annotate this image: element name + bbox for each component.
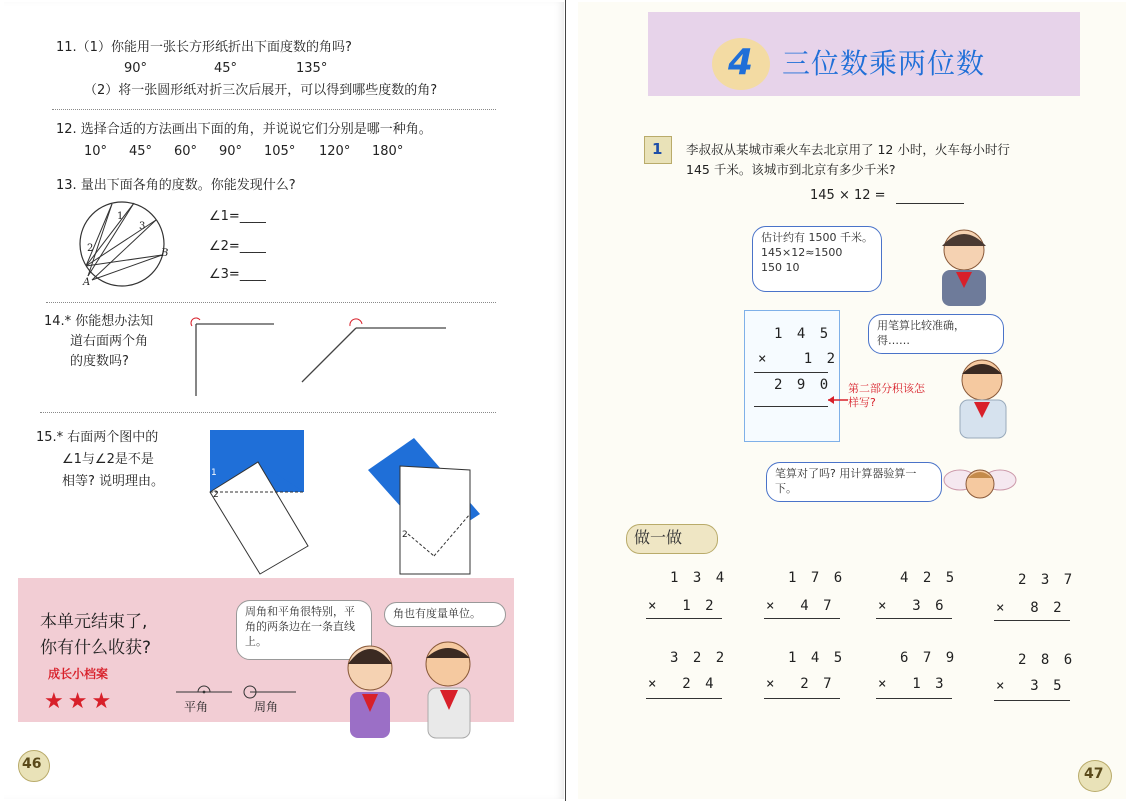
q13-text: 13. 量出下面各角的度数。你能发现什么? xyxy=(56,178,296,193)
divider xyxy=(40,412,496,413)
practice-8-top: 2 8 6 xyxy=(1018,652,1076,668)
q11-angle-90: 90° xyxy=(124,61,148,76)
unit-title: 三位数乘两位数 xyxy=(782,47,986,80)
label-b: B xyxy=(161,248,169,259)
stars: ★★★ xyxy=(44,689,116,714)
label-a: A xyxy=(83,277,91,288)
angle3-answer[interactable]: ∠3=____ xyxy=(209,267,266,282)
fig1-label-1: 1 xyxy=(211,468,217,478)
calc-rule1 xyxy=(754,372,828,373)
straight-angle-label: 平角 xyxy=(184,700,209,714)
page-number: 46 xyxy=(22,756,42,772)
q12-angle: 60° xyxy=(174,144,198,159)
divider xyxy=(46,302,496,303)
practice-7-bottom: × 1 3 xyxy=(878,676,947,692)
bubble-angle-unit: 角也有度量单位。 xyxy=(384,602,506,627)
bubble-calculator: 笔算对了吗? 用计算器验算一下。 xyxy=(766,462,942,502)
practice-7-rule xyxy=(876,698,952,699)
practice-1-rule xyxy=(646,618,722,619)
practice-8-rule xyxy=(994,700,1070,701)
left-page xyxy=(4,2,564,799)
two-angles-figure xyxy=(190,314,450,400)
practice-1-top: 1 3 4 xyxy=(670,570,728,586)
practice-1-bottom: × 1 2 xyxy=(648,598,717,614)
fig1-label-2: 2 xyxy=(213,490,219,500)
q11-part1: 11.（1）你能用一张长方形纸折出下面度数的角吗? xyxy=(56,40,352,55)
q12-angle: 120° xyxy=(319,144,351,159)
growth-archive: 成长小档案 xyxy=(48,667,109,681)
practice-4-top: 2 3 7 xyxy=(1018,572,1076,588)
q12-angle: 90° xyxy=(219,144,243,159)
practice-6-top: 1 4 5 xyxy=(788,650,846,666)
practice-4-rule xyxy=(994,620,1070,621)
q11-angle-135: 135° xyxy=(296,61,328,76)
example-line2: 145 千米。该城市到北京有多少千米? xyxy=(686,162,896,177)
unit-number: 4 xyxy=(728,42,754,83)
summary-title1: 本单元结束了, xyxy=(40,612,148,632)
arrow-icon xyxy=(826,394,850,408)
calc-row3: 2 9 0 xyxy=(774,377,832,393)
q15-line2: ∠1与∠2是不是 xyxy=(62,452,154,467)
q11-part2: （2）将一张圆形纸对折三次后展开，可以得到哪些度数的角? xyxy=(84,83,438,98)
practice-6-rule xyxy=(764,698,840,699)
angle2-answer[interactable]: ∠2=____ xyxy=(209,239,266,254)
practice-3-top: 4 2 5 xyxy=(900,570,958,586)
calc-row1: 1 4 5 xyxy=(774,326,832,342)
q14-line2: 道右面两个角 xyxy=(70,334,149,349)
folded-paper-figures xyxy=(208,426,498,576)
practice-5-top: 3 2 2 xyxy=(670,650,728,666)
q14-line1: 14.* 你能想办法知 xyxy=(44,314,154,329)
practice-8-bottom: × 3 5 xyxy=(996,678,1065,694)
q14-line3: 的度数吗? xyxy=(70,354,129,369)
q12-angle: 105° xyxy=(264,144,296,159)
label-2: 2 xyxy=(87,243,94,254)
angel-illustration xyxy=(938,452,1018,516)
q11-angle-45: 45° xyxy=(214,61,238,76)
example-badge: 1 xyxy=(652,140,663,158)
estimate-line3: 150 10 xyxy=(761,260,800,274)
q15-line3: 相等? 说明理由。 xyxy=(62,474,165,489)
example-line1: 李叔叔从某城市乘火车去北京用了 12 小时，火车每小时行 xyxy=(686,142,1010,157)
page-gutter xyxy=(565,0,566,801)
bubble-estimate xyxy=(752,226,882,292)
summary-title2: 你有什么收获? xyxy=(40,638,152,658)
bubble-written-calc: 用笔算比较准确，得…… xyxy=(868,314,1004,354)
q12-angle: 45° xyxy=(129,144,153,159)
bubble-straight-angle: 周角和平角很特别，平角的两条边在一条直线上。 xyxy=(236,600,372,660)
practice-2-rule xyxy=(764,618,840,619)
practice-2-bottom: × 4 7 xyxy=(766,598,835,614)
estimate-line1: 估计约有 1500 千米。 xyxy=(761,231,873,244)
practice-7-top: 6 7 9 xyxy=(900,650,958,666)
practice-2-top: 1 7 6 xyxy=(788,570,846,586)
calc-row2: × 1 2 xyxy=(758,351,839,367)
equation-answer-blank[interactable] xyxy=(896,203,964,204)
hint-second-partial: 第二部分积该怎样写? xyxy=(848,382,925,409)
divider xyxy=(52,109,496,110)
children-illustration xyxy=(330,634,510,744)
boy-illustration xyxy=(934,352,1024,442)
q12-text: 12. 选择合适的方法画出下面的角，并说说它们分别是哪一种角。 xyxy=(56,122,432,137)
practice-6-bottom: × 2 7 xyxy=(766,676,835,692)
practice-label: 做一做 xyxy=(634,528,683,547)
page-number: 47 xyxy=(1084,766,1104,782)
practice-3-rule xyxy=(876,618,952,619)
fig2-label-1: 1 xyxy=(400,494,406,504)
fig2-label-2: 2 xyxy=(402,530,408,540)
calc-rule2 xyxy=(754,406,828,407)
straight-full-angle-icons xyxy=(174,682,304,702)
q12-angle: 10° xyxy=(84,144,108,159)
q15-line1: 15.* 右面两个图中的 xyxy=(36,430,159,445)
q12-angle: 180° xyxy=(372,144,404,159)
practice-5-rule xyxy=(646,698,722,699)
equation: 145 × 12 = xyxy=(810,188,886,203)
estimate-line2: 145×12≈1500 xyxy=(761,245,843,259)
label-1: 1 xyxy=(117,211,124,222)
girl-illustration xyxy=(908,224,1018,308)
full-angle-label: 周角 xyxy=(254,700,279,714)
practice-5-bottom: × 2 4 xyxy=(648,676,717,692)
angle1-answer[interactable]: ∠1=____ xyxy=(209,209,266,224)
label-3: 3 xyxy=(139,221,146,232)
right-page xyxy=(578,2,1126,799)
practice-4-bottom: × 8 2 xyxy=(996,600,1065,616)
practice-3-bottom: × 3 6 xyxy=(878,598,947,614)
